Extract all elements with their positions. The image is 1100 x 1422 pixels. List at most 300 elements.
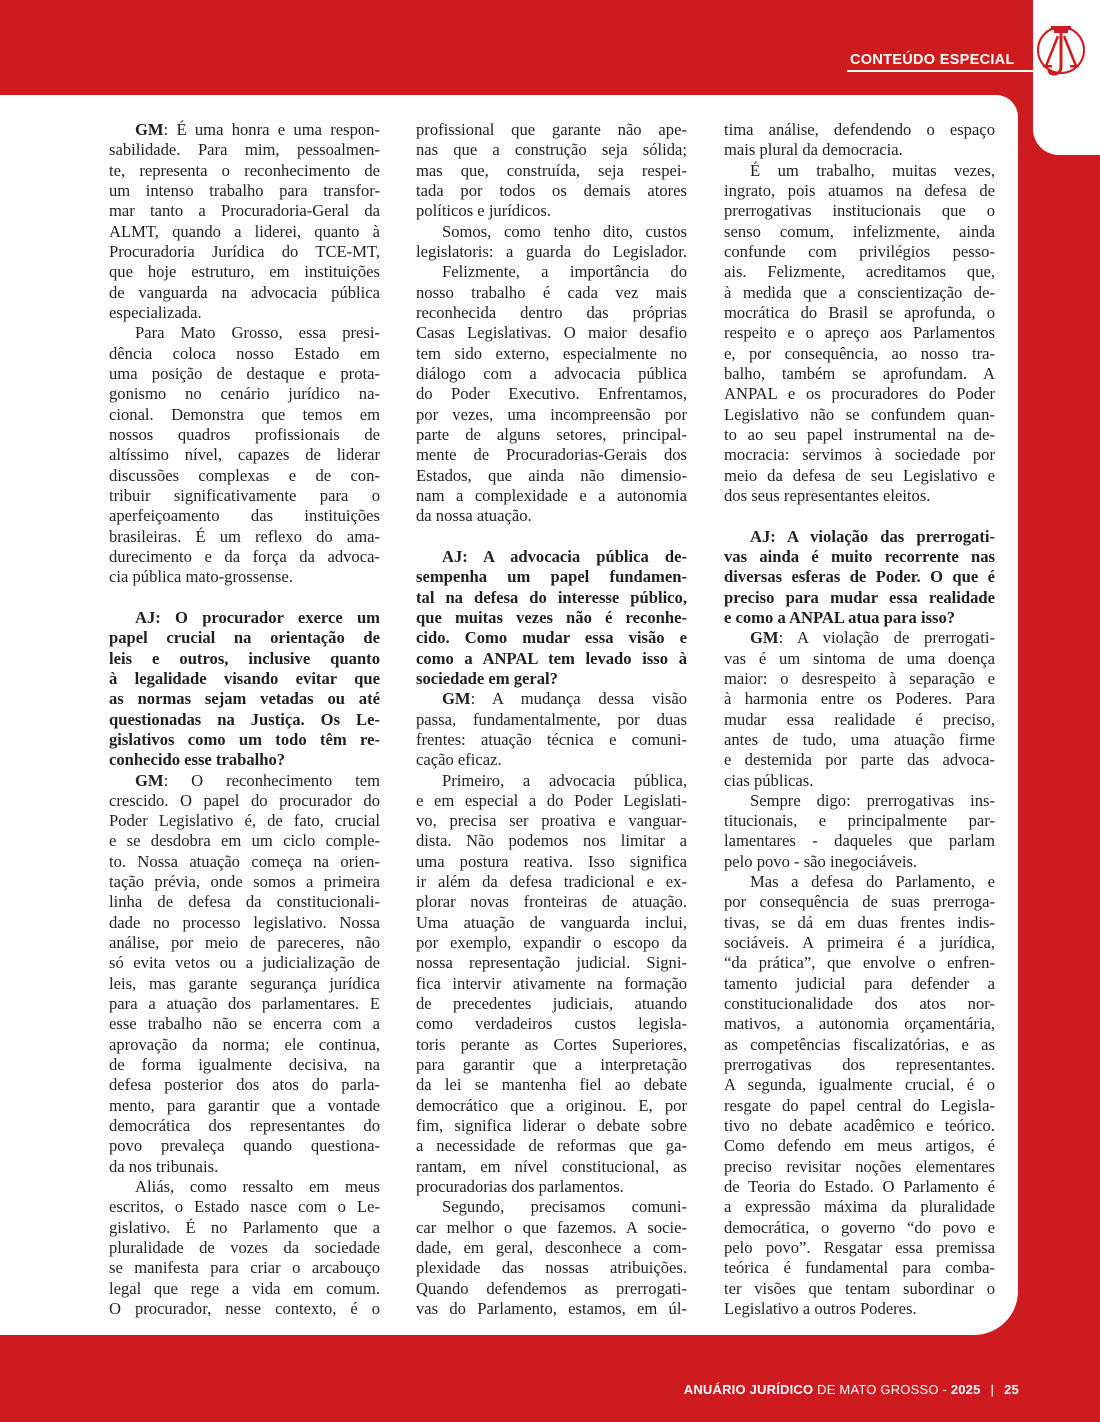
article-text-line <box>724 425 995 445</box>
article-text-line <box>724 913 995 933</box>
article-text-line <box>109 1075 380 1095</box>
article-text-line <box>109 831 380 851</box>
line-text: É um trabalho, muitas vezes, <box>750 160 995 180</box>
line-text: sempenha um papel fundamen- <box>416 567 687 587</box>
article-text-line <box>109 994 380 1014</box>
line-text: profissional que garante não ape- <box>416 120 687 139</box>
article-text-line <box>416 201 687 221</box>
article-text-line <box>109 283 380 303</box>
article-text-line <box>724 933 995 953</box>
article-column-2 <box>416 120 687 1319</box>
article-text-line <box>109 384 380 404</box>
article-text-line <box>724 344 995 364</box>
article-text-line <box>416 303 687 323</box>
line-text: respeito e o apreço aos Parlamentos <box>724 323 995 343</box>
line-text: defesa posterior dos atos do parla- <box>109 1075 380 1095</box>
line-text: tivas, se dá em duas frentes indis- <box>724 912 995 932</box>
article-text-line <box>109 852 380 872</box>
line-text: por vezes, uma incompreensão por <box>416 404 687 424</box>
line-text: fica intervir ativamente na formação <box>416 973 687 993</box>
line-text: cia pública mato-grossense. <box>109 567 293 587</box>
line-text: tima análise, defendendo o espaço <box>724 120 995 139</box>
article-text-line <box>724 181 995 201</box>
line-text: por consequência de suas prerroga- <box>724 892 995 912</box>
line-text: tação prévia, onde somos a primeira <box>109 872 380 892</box>
article-text-line <box>416 1197 687 1217</box>
line-text: durecimento e da força da advoca- <box>109 546 380 566</box>
interview-question-line <box>109 608 380 628</box>
line-text: Para Mato Grosso, essa presi- <box>135 323 380 343</box>
interview-question-line <box>109 689 380 709</box>
line-text: plorar novas fronteiras de atuação. <box>416 892 687 912</box>
article-text-line <box>109 892 380 912</box>
article-text-line <box>109 201 380 221</box>
interview-question-line <box>416 567 687 587</box>
line-text: como a ANPAL tem levado isso à <box>416 648 687 668</box>
line-text: dista. Não podemos nos limitar a <box>416 831 687 851</box>
line-text: esse trabalho não se encerra com a <box>109 1014 380 1034</box>
article-text-line <box>724 872 995 892</box>
article-text-line <box>109 222 380 242</box>
article-text-line <box>109 262 380 282</box>
article-text-line <box>416 1075 687 1095</box>
line-text: tribuir significativamente para o <box>109 485 380 505</box>
article-text-line <box>109 1258 380 1278</box>
line-text: : O reconhecimento tem <box>163 770 380 790</box>
article-text-line <box>109 405 380 425</box>
interview-question-line <box>724 547 995 567</box>
article-text-line <box>109 425 380 445</box>
line-text: democrática dos representantes do <box>109 1116 380 1136</box>
article-text-line <box>724 689 995 709</box>
interview-question-line <box>416 547 687 567</box>
line-text: cias públicas. <box>724 770 814 790</box>
article-text-line <box>109 445 380 465</box>
speaker-initials: GM <box>135 770 164 790</box>
article-text-line <box>724 445 995 465</box>
line-text: cional. Demonstra que temos em <box>109 404 380 424</box>
article-text-line <box>109 242 380 262</box>
line-text: preciso para mudar essa realidade <box>724 587 995 607</box>
line-text: : É uma honra e uma respon- <box>163 120 380 139</box>
line-text: nam a complexidade e a autonomia <box>416 485 687 505</box>
line-text: mudar essa realidade é preciso, <box>724 709 995 729</box>
line-text: preciso revisitar noções elementares <box>724 1156 995 1176</box>
article-text-line <box>416 140 687 160</box>
line-text: dade, em geral, desconhece a com- <box>416 1238 687 1258</box>
article-text-line <box>416 1299 687 1319</box>
article-text-line <box>724 323 995 343</box>
article-text-line <box>724 1177 995 1197</box>
interview-question-line <box>724 588 995 608</box>
line-text: frentes: atuação técnica e comuni- <box>416 729 687 749</box>
article-text-line <box>724 1299 995 1319</box>
article-text-line <box>416 892 687 912</box>
line-text: vas do Parlamento, estamos, em úl- <box>416 1299 687 1319</box>
article-text-line <box>724 1075 995 1095</box>
line-text: tada por todos os demais atores <box>416 180 687 200</box>
line-text: da nossa atuação. <box>416 506 532 526</box>
article-text-line <box>724 1096 995 1116</box>
article-text-line <box>416 1096 687 1116</box>
article-text-line <box>109 1279 380 1299</box>
article-text-line <box>724 1197 995 1217</box>
line-text: de Teoria do Estado. O Parlamento é <box>724 1177 995 1197</box>
line-text: Procuradoria Jurídica do TCE-MT, <box>109 241 380 261</box>
article-text-line <box>724 1157 995 1177</box>
article-text-line <box>109 303 380 323</box>
interview-question-line <box>416 669 687 689</box>
interview-question-line <box>109 669 380 689</box>
interview-question-line <box>416 588 687 608</box>
article-column-3 <box>724 120 995 1319</box>
article-text-line <box>416 1116 687 1136</box>
line-text: ter visões que tentam subordinar o <box>724 1278 995 1298</box>
article-text-line <box>109 974 380 994</box>
line-text: prerrogativas institucionais que o <box>724 201 995 221</box>
line-text: especializada. <box>109 302 202 322</box>
line-text: cido. Como mudar essa visão e <box>416 628 687 648</box>
article-text-line <box>416 791 687 811</box>
line-text: dência coloca nosso Estado em <box>109 343 380 363</box>
article-text-line <box>724 953 995 973</box>
article-text-line <box>109 1136 380 1156</box>
article-text-line <box>416 262 687 282</box>
line-text: “da prática”, que envolve o enfren- <box>724 953 995 973</box>
line-text: aprovação da norma; ele continua, <box>109 1034 380 1054</box>
article-text-line <box>416 771 687 791</box>
article-text-line <box>109 933 380 953</box>
line-text: parte de alguns setores, principal- <box>416 424 687 444</box>
line-text: toris perante as Cortes Superiores, <box>416 1034 687 1054</box>
article-text-line <box>109 811 380 831</box>
article-text-line <box>109 791 380 811</box>
article-text-line <box>724 222 995 242</box>
article-text-line <box>109 953 380 973</box>
article-text-line <box>416 120 687 140</box>
interview-question-line <box>109 710 380 730</box>
article-text-line <box>724 771 995 791</box>
line-text: vas é um sintoma de uma doença <box>724 648 995 668</box>
line-text: to ao seu papel instrumental na de- <box>724 424 995 444</box>
line-text: da lei se mantenha fiel ao debate <box>416 1075 687 1095</box>
interview-question-line <box>724 567 995 587</box>
line-text: Legislativo a outros Poderes. <box>724 1299 917 1319</box>
article-text-line <box>724 831 995 851</box>
article-text-line <box>724 974 995 994</box>
article-text-line <box>109 466 380 486</box>
line-text: tivo no debate acadêmico e teórico. <box>724 1116 995 1136</box>
line-text: Primeiro, a advocacia pública, <box>442 770 687 790</box>
article-text-line <box>416 1136 687 1156</box>
line-text: gislativos como um todo têm re- <box>109 729 380 749</box>
article-text-line <box>416 242 687 262</box>
article-text-line <box>109 1055 380 1075</box>
line-text: : A mudança dessa visão <box>470 689 687 709</box>
interview-question-line <box>109 649 380 669</box>
line-text: fim, significa liderar o debate sobre <box>416 1116 687 1136</box>
article-text-line <box>724 791 995 811</box>
line-text: AJ: A advocacia pública de- <box>442 546 687 566</box>
line-text: da nos tribunais. <box>109 1156 219 1176</box>
line-text: as competências fiscalizatórias, e as <box>724 1034 995 1054</box>
article-text-line <box>109 1177 380 1197</box>
article-text-line <box>724 1035 995 1055</box>
line-text: ALMT, quando a liderei, quanto à <box>109 221 380 241</box>
article-text-line <box>109 567 380 587</box>
line-text: gonismo no cenário jurídico na- <box>109 384 380 404</box>
line-text: crescido. O papel do procurador do <box>109 790 380 810</box>
line-text: : A violação de prerrogati- <box>778 628 995 648</box>
line-text: maior: o desrespeito à separação e <box>724 668 995 688</box>
line-text: Mas a defesa do Parlamento, e <box>750 872 995 892</box>
pillar-in-circle-logo-icon <box>1034 22 1088 80</box>
line-text: um intenso trabalho para transfor- <box>109 180 380 200</box>
line-text: titucionais, e principalmente par- <box>724 811 995 831</box>
footer-year: 2025 <box>950 1382 981 1397</box>
article-text-line <box>416 344 687 364</box>
line-text: de precedentes judiciais, atuando <box>416 994 687 1014</box>
line-text: do Poder Executivo. Enfrentamos, <box>416 384 687 404</box>
page-footer <box>684 1382 1019 1397</box>
article-text-line <box>109 1299 380 1319</box>
line-text: Legislativo não se confundem quan- <box>724 404 995 424</box>
line-text: Casas Legislativas. O maior desafio <box>416 323 687 343</box>
article-text-line <box>724 303 995 323</box>
article-text-line <box>109 120 380 140</box>
line-text: povo prevaleça quando questiona- <box>109 1136 380 1156</box>
article-text-line <box>724 852 995 872</box>
article-text-line <box>109 1035 380 1055</box>
article-text-line <box>724 994 995 1014</box>
line-text: mente de Procuradorias-Gerais dos <box>416 445 687 465</box>
article-text-line <box>416 913 687 933</box>
article-text-line <box>724 730 995 750</box>
line-text: te, representa o reconhecimento de <box>109 160 380 180</box>
page-number: 25 <box>1004 1382 1019 1397</box>
article-text-line <box>416 710 687 730</box>
article-text-line <box>416 181 687 201</box>
line-text: rantam, em nível constitucional, as <box>416 1156 687 1176</box>
line-text: cação eficaz. <box>416 750 502 770</box>
line-text: to. Nossa atuação começa na orien- <box>109 851 380 871</box>
line-text: vas ainda é muito recorrente nas <box>724 546 995 566</box>
line-text: Felizmente, a importância do <box>442 262 687 282</box>
article-text-line <box>109 771 380 791</box>
article-text-line <box>416 689 687 709</box>
line-text: mas que, construída, seja respei- <box>416 160 687 180</box>
line-text: meio da defesa de seu Legislativo e <box>724 465 995 485</box>
line-text: sabilidade. Para mim, pessoalmen- <box>109 140 380 160</box>
article-text-line <box>109 547 380 567</box>
line-text: confunde com privilégios pesso- <box>724 241 995 261</box>
line-text: para a atuação dos parlamentares. E <box>109 994 380 1014</box>
line-text: que muitas vezes não é reconhe- <box>416 607 687 627</box>
article-text-line <box>416 161 687 181</box>
article-text-line <box>416 831 687 851</box>
line-text: A segunda, igualmente crucial, é o <box>724 1075 995 1095</box>
line-text: mativos, a autonomia orçamentária, <box>724 1014 995 1034</box>
interview-question-line <box>724 527 995 547</box>
line-text: à legalidade visando evitar que <box>109 668 380 688</box>
line-text: à harmonia entre os Poderes. Para <box>724 689 995 709</box>
article-text-line <box>416 283 687 303</box>
line-text: que hoje estruturo, em instituições <box>109 262 380 282</box>
line-text: legal que rege a vida em comum. <box>109 1278 380 1298</box>
article-text-line <box>416 323 687 343</box>
article-text-line <box>724 486 995 506</box>
article-text-line <box>724 120 995 140</box>
line-text: dade no processo legislativo. Nossa <box>109 912 380 932</box>
section-underline <box>847 70 1033 72</box>
article-text-line <box>109 1116 380 1136</box>
article-text-line <box>416 750 687 770</box>
article-text-line <box>416 1177 687 1197</box>
line-text: diálogo com a advocacia pública <box>416 363 687 383</box>
line-text: nossa representação judicial. Signi- <box>416 953 687 973</box>
line-text: a necessidade de reformas que ga- <box>416 1136 687 1156</box>
article-text-line <box>416 1055 687 1075</box>
line-text: Poder Legislativo é, de fato, crucial <box>109 811 380 831</box>
interview-question-line <box>416 649 687 669</box>
line-text: brasileiras. É um reflexo do ama- <box>109 526 380 546</box>
article-text-line <box>109 140 380 160</box>
article-text-line <box>724 262 995 282</box>
line-text: passa, fundamentalmente, por duas <box>416 709 687 729</box>
line-text: só evita vetos ou a judicialização de <box>109 953 380 973</box>
line-text: AJ: A violação das prerrogati- <box>750 526 995 546</box>
article-text-line <box>724 466 995 486</box>
article-text-line <box>109 364 380 384</box>
interview-question-line <box>109 750 380 770</box>
article-text-line <box>416 364 687 384</box>
article-text-line <box>724 750 995 770</box>
blank-line <box>416 527 687 547</box>
footer-separator: | <box>990 1382 995 1397</box>
line-text: à medida que a conscientização de- <box>724 282 995 302</box>
line-text: constitucionalidade dos atos nor- <box>724 994 995 1014</box>
line-text: balho, também se aprofundam. A <box>724 363 995 383</box>
article-text-line <box>724 1136 995 1156</box>
line-text: uma posição de destaque e prota- <box>109 363 380 383</box>
article-text-line <box>109 486 380 506</box>
line-text: mar tanto a Procuradoria-Geral da <box>109 201 380 221</box>
article-text-line <box>109 913 380 933</box>
article-text-line <box>109 1096 380 1116</box>
line-text: Como defendo em meus artigos, é <box>724 1136 995 1156</box>
article-text-line <box>416 1218 687 1238</box>
article-text-line <box>416 1035 687 1055</box>
article-text-line <box>109 1218 380 1238</box>
article-text-line <box>109 344 380 364</box>
article-text-line <box>109 872 380 892</box>
speaker-initials: GM <box>135 120 164 139</box>
line-text: mento, para garantir que a vontade <box>109 1095 380 1115</box>
article-text-line <box>109 1157 380 1177</box>
article-text-line <box>724 242 995 262</box>
article-text-line <box>416 872 687 892</box>
article-text-line <box>724 1218 995 1238</box>
article-text-line <box>416 506 687 526</box>
article-text-line <box>724 649 995 669</box>
article-text-line <box>724 669 995 689</box>
line-text: car melhor o que fazemos. A socie- <box>416 1217 687 1237</box>
line-text: AJ: O procurador exerce um <box>135 607 380 627</box>
line-text: uma postura reativa. Isso significa <box>416 851 687 871</box>
article-text-line <box>724 628 995 648</box>
line-text: pelo povo”. Resgatar essa premissa <box>724 1238 995 1258</box>
article-text-line <box>416 425 687 445</box>
line-text: linha de defesa da constitucionali- <box>109 892 380 912</box>
interview-question-line <box>416 628 687 648</box>
section-label: CONTEÚDO ESPECIAL <box>850 52 1015 68</box>
line-text: questionadas na Justiça. Os Le- <box>109 709 380 729</box>
article-text-line <box>416 384 687 404</box>
line-text: tal na defesa do interesse público, <box>416 587 687 607</box>
line-text: e em especial a do Poder Legislati- <box>416 790 687 810</box>
line-text: papel crucial na orientação de <box>109 628 380 648</box>
line-text: democrático que a originou. E, por <box>416 1095 687 1115</box>
line-text: O procurador, nesse contexto, é o <box>109 1299 380 1319</box>
line-text: prerrogativas dos representantes. <box>724 1055 995 1075</box>
interview-question-line <box>109 628 380 648</box>
line-text: mocrática do Brasil se aprofunda, o <box>724 302 995 322</box>
blank-line <box>109 588 380 608</box>
line-text: sociáveis. A primeira é a jurídica, <box>724 933 995 953</box>
article-text-line <box>416 1258 687 1278</box>
line-text: tem sido externo, especialmente no <box>416 343 687 363</box>
article-text-line <box>416 811 687 831</box>
line-text: antes de tudo, uma atuação firme <box>724 729 995 749</box>
line-text: Somos, como tenho dito, custos <box>442 221 687 241</box>
line-text: lamentares - daqueles que parlam <box>724 831 995 851</box>
article-text-line <box>416 933 687 953</box>
line-text: as normas sejam vetadas ou até <box>109 689 380 709</box>
article-text-line <box>416 1238 687 1258</box>
line-text: Sempre digo: prerrogativas ins- <box>750 790 995 810</box>
line-text: mais plural da democracia. <box>724 140 903 160</box>
line-text: tamento judicial para defender a <box>724 973 995 993</box>
line-text: diversas esferas de Poder. O que é <box>724 567 995 587</box>
line-text: ir além da defesa tradicional e ex- <box>416 872 687 892</box>
article-text-line <box>109 1197 380 1217</box>
line-text: mocracia: servimos à sociedade por <box>724 445 995 465</box>
line-text: Aliás, como ressalto em meus <box>135 1177 380 1197</box>
article-text-line <box>109 181 380 201</box>
article-text-line <box>416 466 687 486</box>
line-text: democrática, o governo “do povo e <box>724 1217 995 1237</box>
article-text-line <box>724 1116 995 1136</box>
line-text: ANPAL e os procuradores do Poder <box>724 384 995 404</box>
article-text-line <box>724 1055 995 1075</box>
line-text: de forma igualmente decisiva, na <box>109 1055 380 1075</box>
line-text: conhecido esse trabalho? <box>109 750 286 770</box>
article-text-line <box>724 364 995 384</box>
line-text: para garantir que a interpretação <box>416 1055 687 1075</box>
interview-question-line <box>109 730 380 750</box>
line-text: e, por consequência, ao nosso tra- <box>724 343 995 363</box>
line-text: nossos quadros profissionais de <box>109 424 380 444</box>
line-text: e destemida por parte das advoca- <box>724 750 995 770</box>
line-text: ingrato, pois atuamos na defesa de <box>724 180 995 200</box>
article-text-line <box>416 953 687 973</box>
interview-question-line <box>416 608 687 628</box>
line-text: nas que a construção seja sólida; <box>416 140 687 160</box>
line-text: nosso trabalho é cada vez mais <box>416 282 687 302</box>
footer-publication-rest: DE MATO GROSSO - <box>813 1382 951 1397</box>
line-text: por exemplo, expandir o escopo da <box>416 933 687 953</box>
line-text: vo, precisa ser proativa e vanguar- <box>416 811 687 831</box>
